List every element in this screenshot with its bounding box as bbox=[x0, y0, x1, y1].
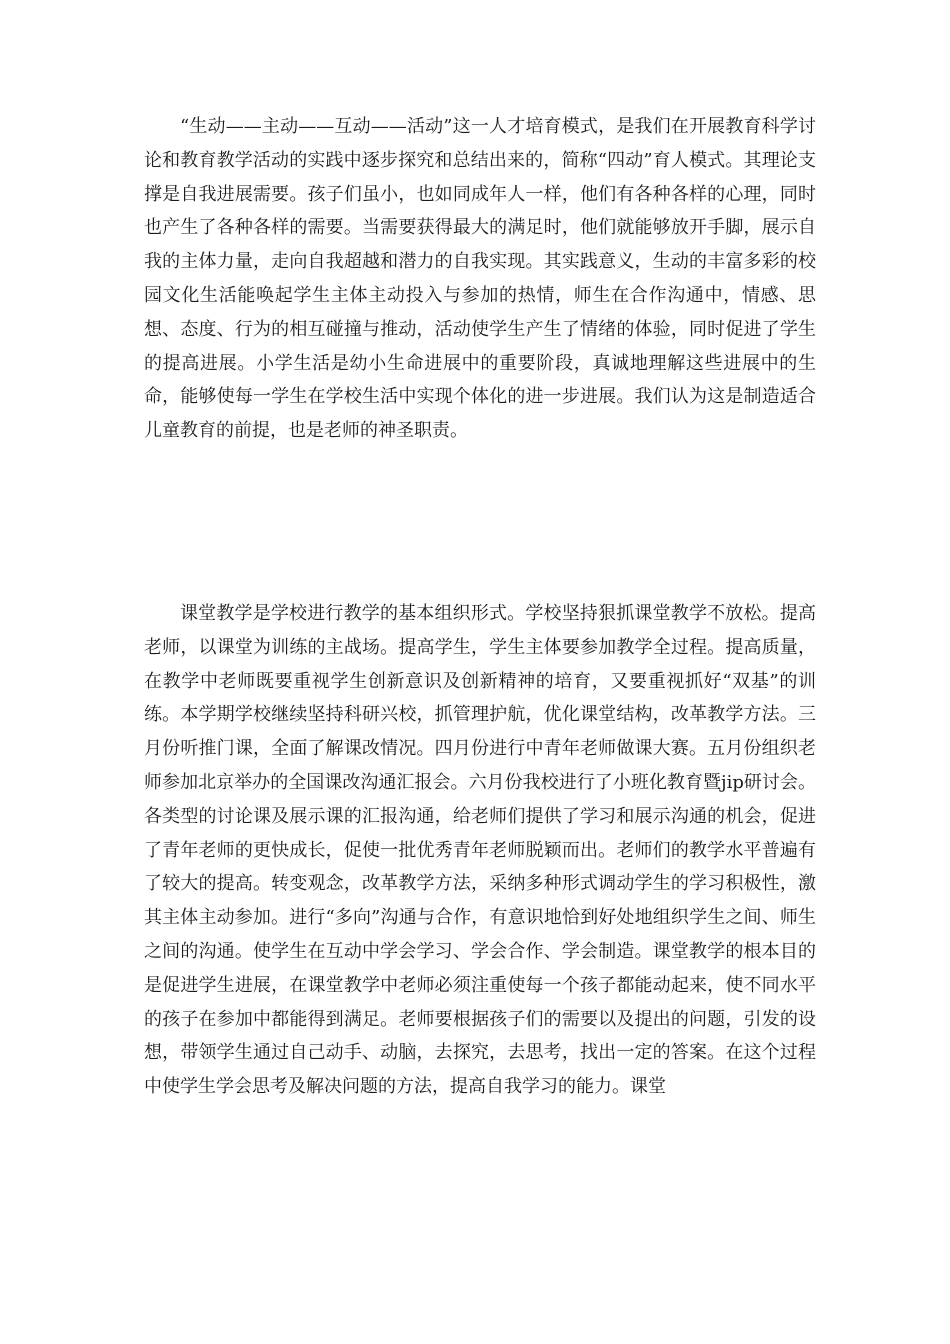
paragraph-four-dynamics-model: “生动——主动——互动——活动”这一人才培育模式，是我们在开展教育科学讨论和教育教学活动的实践中逐步探究和总结出来的，简称“四动”育人模式。其理论支撑是自我进展需要。孩子们虽小，也如同成年人一样，他们有各种各样的心理，同时也产生了各种各样的需要。当需要获得最大的满足时，他们就能够放开手脚，展示自我的主体力量，走向自我超越和潜力的自我实现。其实践意义，生动的丰富多彩的校园文化生活能唤起学生主体主动投入与参加的热情，师生在合作沟通中，情感、思想、态度、行为的相互碰撞与推动，活动使学生产生了情绪的体验，同时促进了学生的提高进展。小学生活是幼小生命进展中的重要阶段，真诚地理解这些进展中的生命，能够使每一学生在学校生活中实现个体化的进一步进展。我们认为这是制造适合儿童教育的前提，也是老师的神圣职责。 bbox=[144, 116, 816, 442]
paragraph-classroom-teaching: 课堂教学是学校进行教学的基本组织形式。学校坚持狠抓课堂教学不放松。提高老师，以课堂为训练的主战场。提高学生，学生主体要参加教学全过程。提高质量，在教学中老师既要重视学生创新意识及创新精神的培育，又要重视抓好“双基”的训练。本学期学校继续坚持科研兴校，抓管理护航，优化课堂结构，改革教学方法。三月份听推门课，全面了解课改情况。四月份进行中青年老师做课大赛。五月份组织老师参加北京举办的全国课改沟通汇报会。六月份我校进行了小班化教育暨jip研讨会。各类型的讨论课及展示课的汇报沟通，给老师们提供了学习和展示沟通的机会，促进了青年老师的更快成长，促使一批优秀青年老师脱颖而出。老师们的教学水平普遍有了较大的提高。转变观念，改革教学方法，采纳多种形式调动学生的学习积极性，激其主体主动参加。进行“多向”沟通与合作，有意识地恰到好处地组织学生之间、师生之间的沟通。使学生在互动中学会学习、学会合作、学会制造。课堂教学的根本目的是促进学生进展，在课堂教学中老师必须注重使每一个孩子都能动起来，使不同水平的孩子在参加中都能得到满足。老师要根据孩子们的需要以及提出的问题，引发的设想，带领学生通过自己动手、动脑，去探究，去思考，找出一定的答案。在这个过程中使学生学会思考及解决问题的方法，提高自我学习的能力。课堂 bbox=[144, 603, 816, 1098]
